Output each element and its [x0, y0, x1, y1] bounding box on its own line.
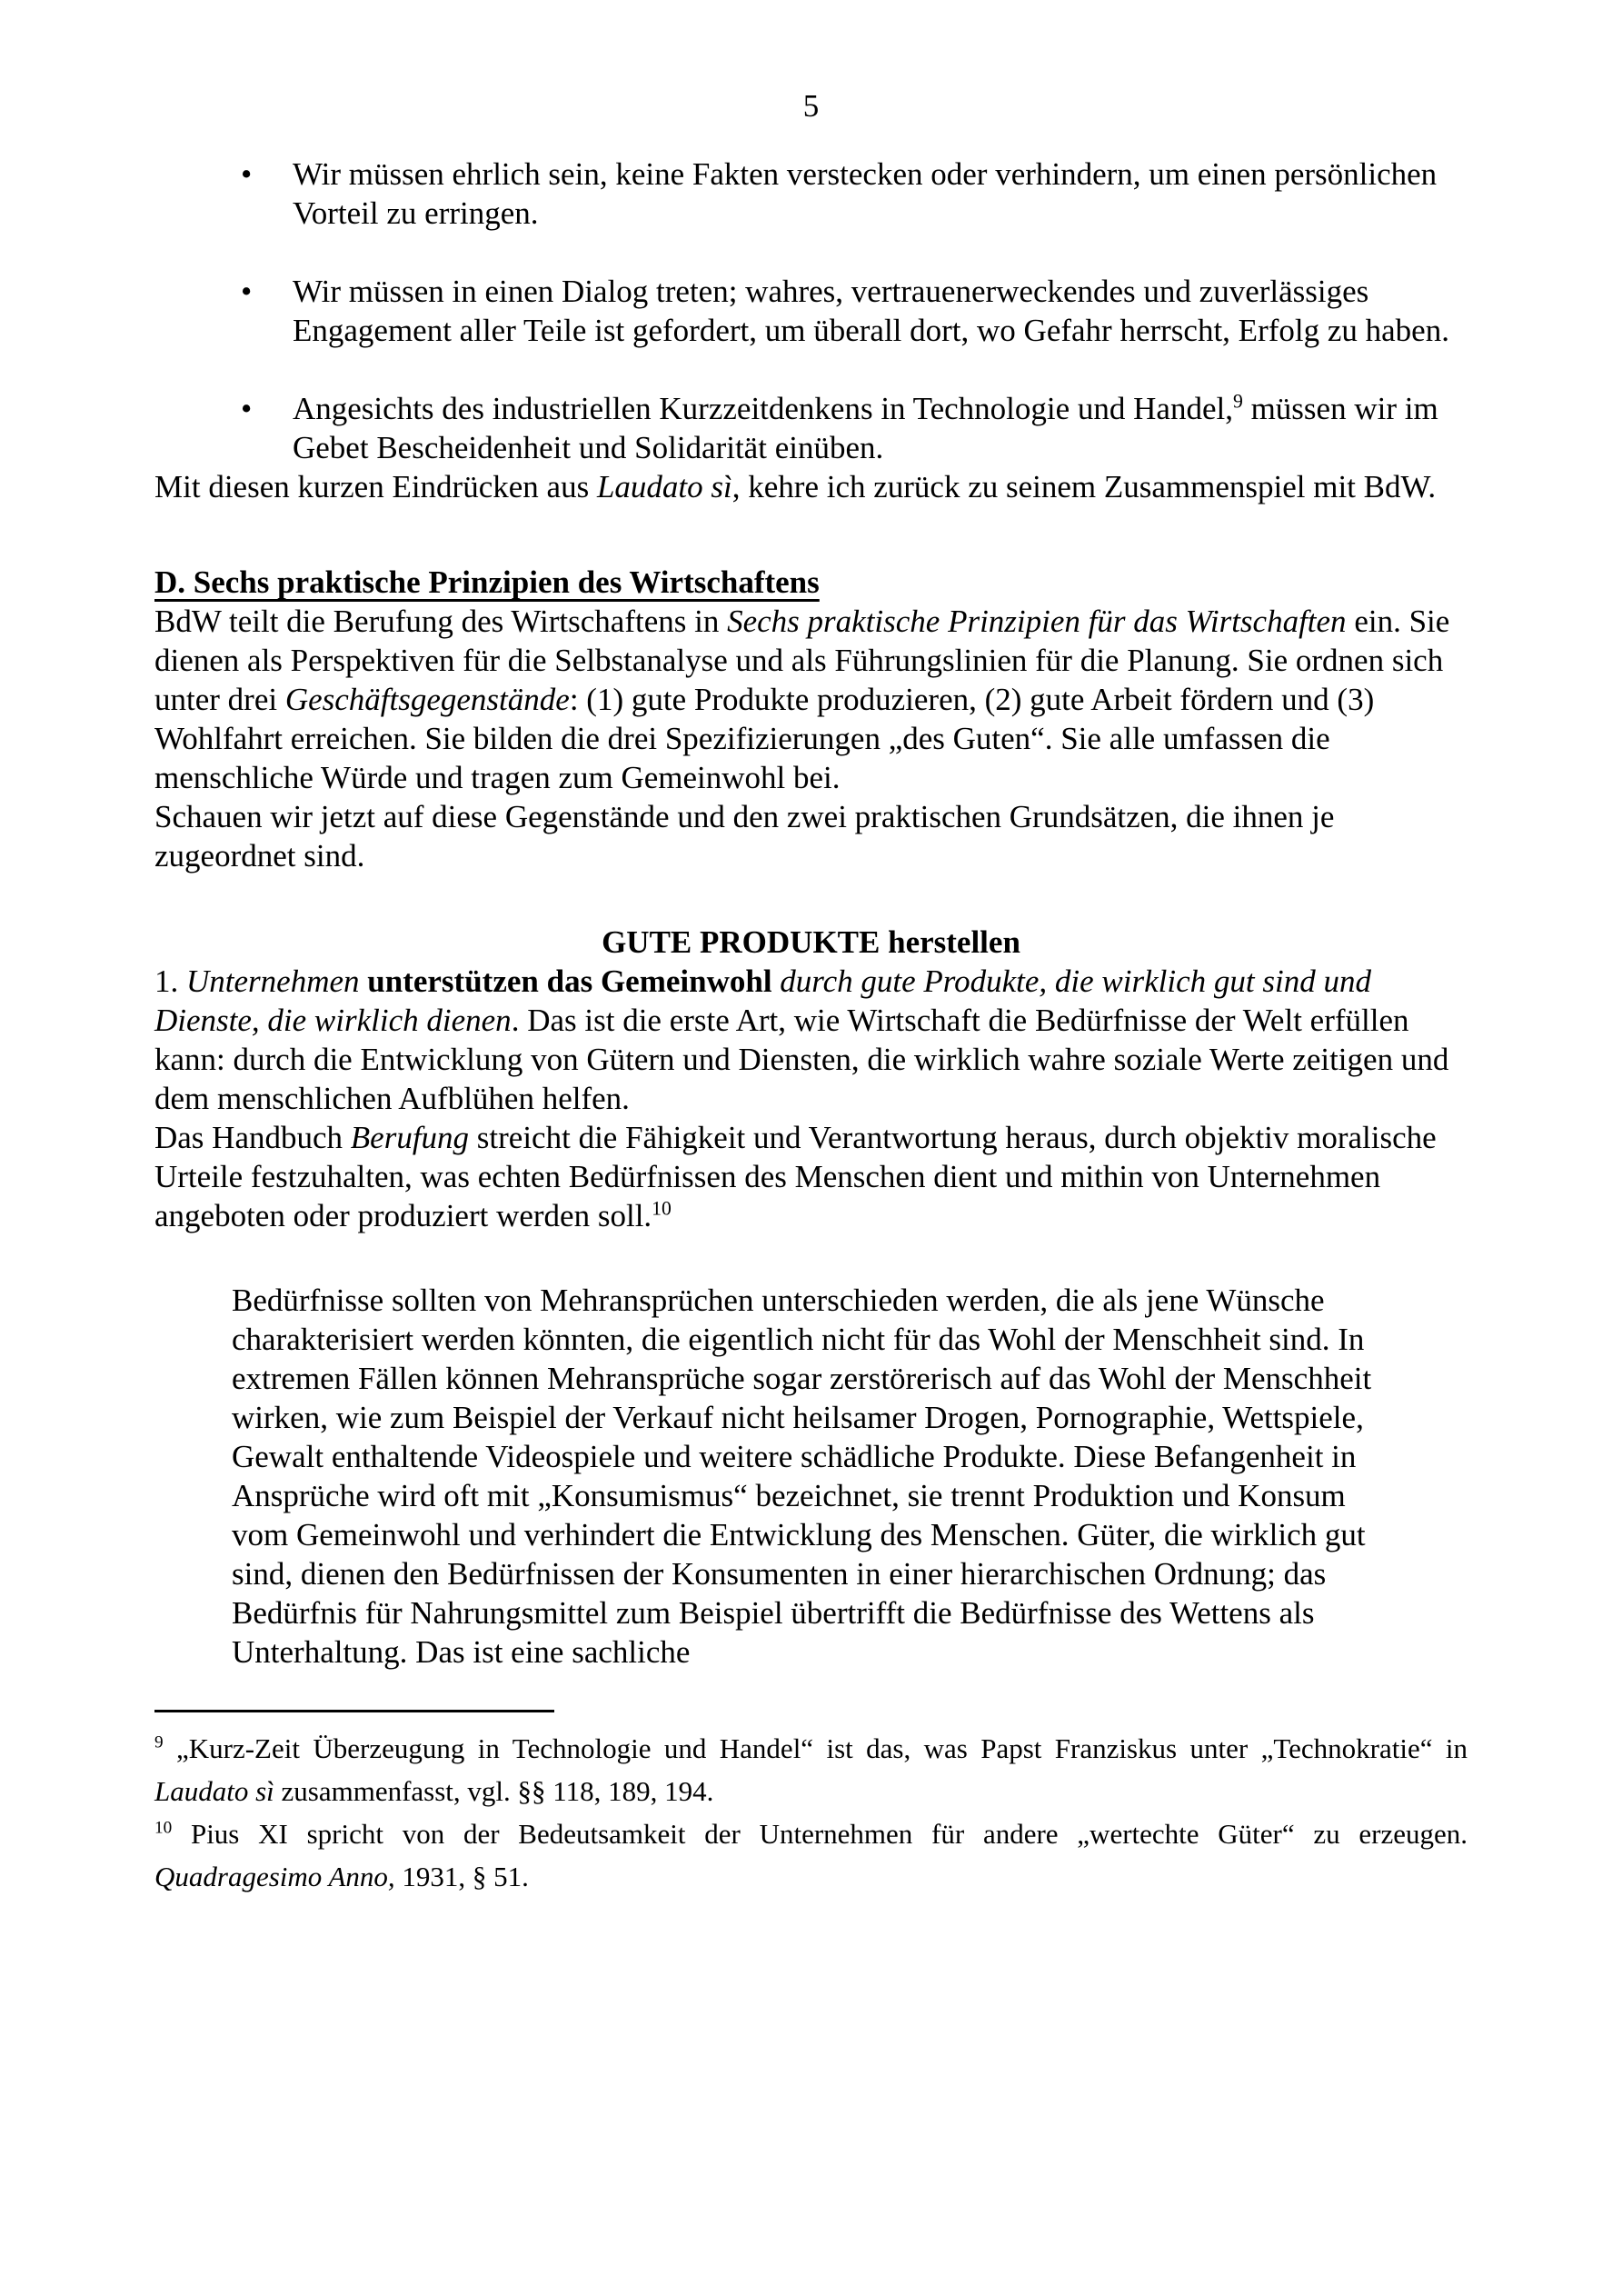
bullet-text-part: Angesichts des industriellen Kurzzeitdenkens in Technologie und Handel,: [293, 391, 1233, 426]
italic-title: Quadragesimo Anno,: [154, 1861, 395, 1892]
list-item: [154, 272, 1468, 350]
paragraph-unternehmen: [154, 962, 1468, 1118]
footnote-text: Pius XI spricht von der Bedeutsamkeit der Unternehmen für andere „wertechte Güter“ zu erzeugen.: [172, 1818, 1468, 1850]
paragraph-text: . Das ist die erste Art, wie Wirtschaft die Bedürfnisse der Welt erfüllen kann: durch die Entwicklung von Gütern und Diensten, die wirklich wahre soziale Werte zeitigen und dem menschlichen Aufblühen helfen.: [154, 1003, 1449, 1116]
footnote-ref-10: 10: [652, 1197, 672, 1220]
bullet-icon: •: [241, 274, 253, 309]
footnotes-section: [154, 1710, 1468, 1898]
footnote-10: [154, 1812, 1468, 1898]
footnote-text: zusammenfasst, vgl. §§ 118, 189, 194.: [274, 1775, 714, 1807]
list-item: [154, 155, 1468, 233]
bullet-text: [293, 389, 1468, 467]
subsection-heading: GUTE PRODUKTE herstellen: [602, 924, 1020, 960]
bullet-text: Wir müssen in einen Dialog treten; wahres, vertrauenerweckendes und zuverlässiges Engagement aller Teile ist gefordert, um überall dort, wo Gefahr herrscht, Erfolg zu haben.: [293, 274, 1449, 348]
footnote-text: „Kurz-Zeit Überzeugung in Technologie und Handel“ ist das, was Papst Franziskus unter „Technokratie“ in: [163, 1732, 1468, 1764]
italic-phrase: durch gute Produkte, die wirklich gut sind und Dienste, die wirklich dienen: [154, 963, 1371, 1038]
footnote-text: 1931, § 51.: [394, 1861, 529, 1892]
bullet-icon: •: [241, 391, 253, 426]
bold-phrase: unterstützen das Gemeinwohl: [359, 963, 772, 999]
bullet-list: [154, 155, 1468, 467]
italic-title: Berufung: [350, 1120, 470, 1155]
block-quote: Bedürfnisse sollten von Mehransprüchen unterschieden werden, die als jene Wünsche charakterisiert werden könnten, die eigentlich nicht für das Wohl der Menschheit sind. In extremen Fällen können Mehransprüche sogar zerstörerisch auf das Wohl der Menschheit wirken, wie zum Beispiel der Verkauf nicht heilsamer Drogen, Pornographie, Wettspiele, Gewalt enthaltende Videospiele und weitere schädliche Produkte. Diese Befangenheit in Ansprüche wird oft mit „Konsumismus“ bezeichnet, sie trennt Produktion und Konsum vom Gemeinwohl und verhindert die Entwicklung des Menschen. Güter, die wirklich gut sind, dienen den Bedürfnissen der Konsumenten in einer hierarchischen Ordnung; das Bedürfnis für Nahrungsmittel zum Beispiel übertrifft die Bedürfnisse des Wettens als Unterhaltung. Das ist eine sachliche: [232, 1283, 1372, 1670]
paragraph-text: streicht die Fähigkeit und Verantwortung heraus, durch objektiv moralische Urteile festzuhalten, was echten Bedürfnissen des Menschen dient und mithin von Unternehmen angeboten oder produziert werden soll.: [154, 1120, 1437, 1233]
paragraph-text: , kehre ich zurück zu seinem Zusammenspiel mit BdW.: [731, 469, 1437, 504]
paragraph-schauen: Schauen wir jetzt auf diese Gegenstände und den zwei praktischen Grundsätzen, die ihnen je zugeordnet sind.: [154, 799, 1335, 873]
footnote-marker: 9: [154, 1732, 164, 1752]
italic-title: Laudato sì: [596, 469, 732, 504]
bullet-text-part: müssen wir im Gebet Bescheidenheit und Solidarität einüben.: [293, 391, 1438, 465]
italic-phrase: Unternehmen: [186, 963, 360, 999]
paragraph-bdw: [154, 602, 1468, 797]
bullet-text: Wir müssen ehrlich sein, keine Fakten verstecken oder verhindern, um einen persönlichen Vorteil zu erringen.: [293, 156, 1438, 231]
italic-phrase: Sechs praktische Prinzipien für das Wirtschaften: [727, 604, 1347, 639]
footnote-marker: 10: [154, 1818, 173, 1838]
page-number: 5: [802, 88, 820, 124]
paragraph-handbuch: [154, 1118, 1468, 1235]
paragraph-text: Das Handbuch: [154, 1120, 351, 1155]
paragraph-text: Mit diesen kurzen Eindrücken aus: [154, 469, 597, 504]
section-heading: D. Sechs praktische Prinzipien des Wirtschaftens: [154, 564, 820, 600]
italic-phrase: Geschäftsgegenstände: [284, 682, 570, 717]
list-item: [154, 389, 1468, 467]
bullet-icon: •: [241, 156, 253, 192]
paragraph-text: 1.: [154, 963, 186, 999]
paragraph-text: ein. Sie dienen als Perspektiven für die Selbstanalyse und als Führungslinien für die Planung. Sie ordnen sich unter drei: [154, 604, 1450, 717]
footnote-separator: [154, 1710, 554, 1712]
footnote-9: [154, 1727, 1468, 1812]
footnote-ref-9: 9: [1232, 390, 1243, 413]
paragraph-laudato: [154, 467, 1468, 506]
paragraph-text: : (1) gute Produkte produzieren, (2) gute Arbeit fördern und (3) Wohlfahrt erreichen. Sie bilden die drei Spezifizierungen „des Guten“. Sie alle umfassen die menschliche Würde und tragen zum Gemeinwohl bei.: [154, 682, 1375, 795]
italic-title: Laudato sì: [154, 1775, 274, 1807]
paragraph-text: BdW teilt die Berufung des Wirtschaftens in: [154, 604, 728, 639]
